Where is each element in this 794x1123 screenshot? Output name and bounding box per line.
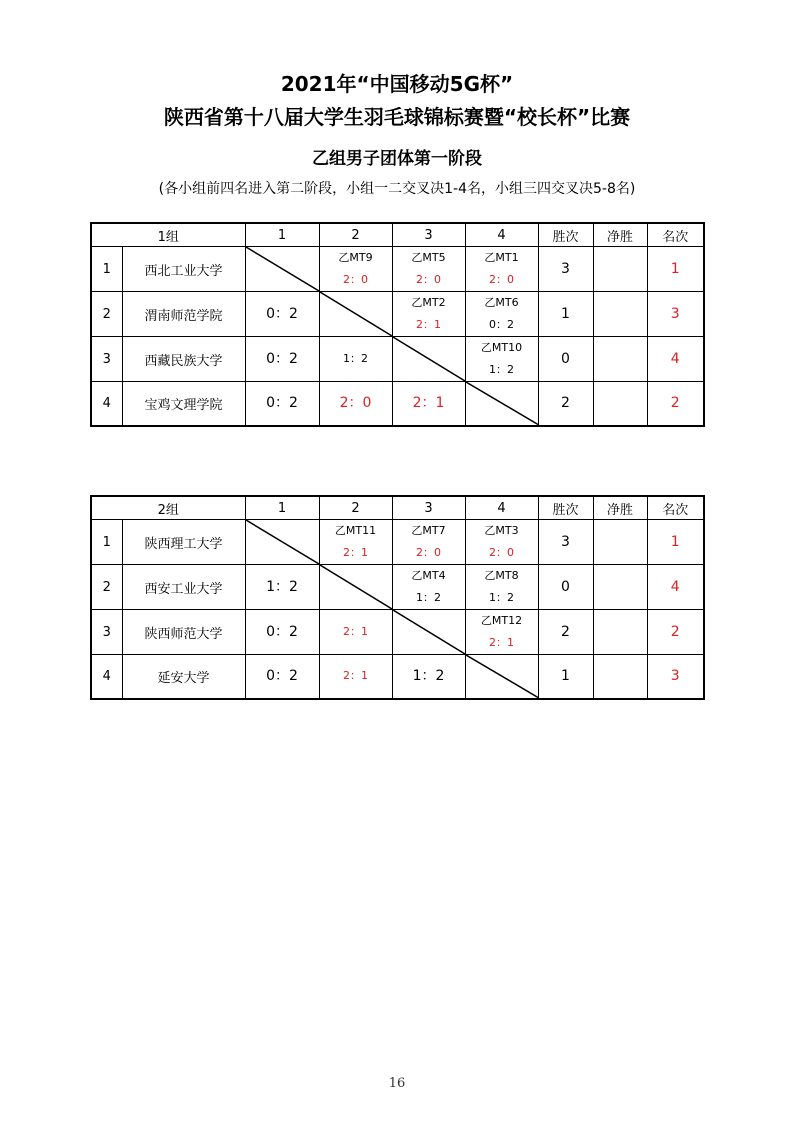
- match-score: 0：2: [266, 306, 298, 322]
- page-number: 16: [388, 1076, 406, 1091]
- column-header: 1: [245, 223, 319, 247]
- table-row: [91, 655, 704, 699]
- net-wins: [593, 520, 647, 565]
- subtitle-note: (各小组前四名进入第二阶段，小组一二交叉决1-4名，小组三四交叉决5-8名): [158, 181, 636, 197]
- row-number: 2: [91, 565, 122, 610]
- match-cell: [319, 337, 392, 382]
- match-score: 0：2: [489, 318, 514, 331]
- table-row: [91, 382, 704, 426]
- table-row: [91, 337, 704, 382]
- match-cell: [392, 565, 465, 610]
- match-score: 1：2: [416, 591, 441, 604]
- match-cell: [245, 382, 319, 426]
- match-cell: [245, 292, 319, 337]
- match-cell: [392, 520, 465, 565]
- rank: 1: [647, 520, 704, 565]
- match-cell: [245, 337, 319, 382]
- wins-count: 3: [538, 520, 593, 565]
- match-score: 2：0: [416, 546, 441, 559]
- row-number: 2: [91, 292, 122, 337]
- match-score: 0：2: [266, 624, 298, 640]
- self-match-cell: [392, 337, 465, 382]
- column-header: 净胜: [593, 496, 647, 520]
- header-row: [91, 223, 704, 247]
- match-cell: [392, 382, 465, 426]
- match-score: 2：1: [343, 669, 368, 683]
- match-cell: [319, 610, 392, 655]
- column-header: 名次: [647, 496, 704, 520]
- rank: 3: [647, 292, 704, 337]
- match-score: 2：1: [343, 625, 368, 638]
- match-cell: [392, 247, 465, 292]
- column-header: 2: [319, 496, 392, 520]
- match-cell: [392, 292, 465, 337]
- header-row: [91, 496, 704, 520]
- wins-count: 1: [538, 292, 593, 337]
- row-number: 1: [91, 520, 122, 565]
- column-header: 3: [392, 223, 465, 247]
- match-score: 1：2: [489, 591, 514, 604]
- wins-count: 3: [538, 247, 593, 292]
- match-cell: [319, 247, 392, 292]
- rank: 3: [647, 655, 704, 699]
- match-cell: [465, 520, 538, 565]
- table-row: [91, 610, 704, 655]
- wins-count: 2: [538, 382, 593, 426]
- column-header: 2: [319, 223, 392, 247]
- match-score: 2：0: [489, 546, 514, 559]
- rank: 1: [647, 247, 704, 292]
- group-table-2: [90, 495, 705, 700]
- match-score: 1：2: [489, 363, 514, 376]
- row-number: 4: [91, 382, 122, 426]
- group-name: 1组: [91, 223, 245, 247]
- match-code: 乙MT9: [338, 251, 373, 264]
- match-code: 乙MT12: [480, 614, 523, 627]
- column-header: 4: [465, 223, 538, 247]
- match-score: 1：2: [266, 579, 298, 595]
- wins-count: 0: [538, 337, 593, 382]
- column-header: 3: [392, 496, 465, 520]
- net-wins: [593, 382, 647, 426]
- team-name: 陕西师范大学: [122, 610, 245, 655]
- match-score: 1：2: [343, 352, 368, 365]
- net-wins: [593, 292, 647, 337]
- match-score: 0：2: [266, 351, 298, 367]
- team-name: 宝鸡文理学院: [122, 382, 245, 426]
- match-cell: [465, 565, 538, 610]
- column-header: 1: [245, 496, 319, 520]
- diagonal-line: [246, 520, 319, 564]
- match-score: 2：0: [416, 273, 441, 286]
- match-cell: [319, 655, 392, 699]
- column-header: 胜次: [538, 496, 593, 520]
- self-match-cell: [319, 565, 392, 610]
- match-cell: [465, 247, 538, 292]
- net-wins: [593, 565, 647, 610]
- match-code: 乙MT4: [411, 569, 446, 582]
- self-match-cell: [319, 292, 392, 337]
- match-cell: [465, 292, 538, 337]
- column-header: 名次: [647, 223, 704, 247]
- table-row: [91, 520, 704, 565]
- self-match-cell: [245, 247, 319, 292]
- rank: 2: [647, 382, 704, 426]
- match-code: 乙MT2: [411, 296, 446, 309]
- title-line-3: 乙组男子团体第一阶段: [312, 149, 482, 169]
- wins-count: 1: [538, 655, 593, 699]
- diagonal-line: [320, 292, 392, 336]
- team-name: 西北工业大学: [122, 247, 245, 292]
- rank: 4: [647, 337, 704, 382]
- team-name: 陕西理工大学: [122, 520, 245, 565]
- match-cell: [245, 565, 319, 610]
- rank: 2: [647, 610, 704, 655]
- self-match-cell: [465, 382, 538, 426]
- match-code: 乙MT8: [484, 569, 519, 582]
- table-row: [91, 292, 704, 337]
- match-code: 乙MT11: [334, 524, 377, 537]
- match-score: 0：2: [266, 395, 298, 412]
- diagonal-line: [393, 337, 465, 381]
- match-score: 2：0: [489, 273, 514, 286]
- row-number: 3: [91, 610, 122, 655]
- diagonal-line: [246, 247, 319, 291]
- column-header: 净胜: [593, 223, 647, 247]
- net-wins: [593, 247, 647, 292]
- match-cell: [392, 655, 465, 699]
- match-code: 乙MT3: [484, 524, 519, 537]
- match-score: 2：1: [416, 318, 441, 331]
- rank: 4: [647, 565, 704, 610]
- wins-count: 0: [538, 565, 593, 610]
- self-match-cell: [465, 655, 538, 699]
- match-score: 2：1: [343, 546, 368, 559]
- net-wins: [593, 337, 647, 382]
- match-code: 乙MT5: [411, 251, 446, 264]
- match-cell: [245, 610, 319, 655]
- match-score: 0：2: [266, 668, 298, 685]
- table-row: [91, 565, 704, 610]
- match-code: 乙MT6: [484, 296, 519, 309]
- row-number: 3: [91, 337, 122, 382]
- self-match-cell: [392, 610, 465, 655]
- diagonal-line: [393, 610, 465, 654]
- title-line-2: 陕西省第十八届大学生羽毛球锦标赛暨“校长杯”比赛: [163, 105, 631, 129]
- group-name: 2组: [91, 496, 245, 520]
- column-header: 胜次: [538, 223, 593, 247]
- diagonal-line: [466, 655, 538, 698]
- row-number: 4: [91, 655, 122, 699]
- net-wins: [593, 655, 647, 699]
- match-cell: [319, 520, 392, 565]
- diagonal-line: [466, 382, 538, 425]
- match-cell: [465, 610, 538, 655]
- match-score: 2：1: [489, 636, 514, 649]
- title-line-1: 2021年“中国移动5G杯”: [280, 72, 514, 96]
- diagonal-line: [320, 565, 392, 609]
- net-wins: [593, 610, 647, 655]
- match-cell: [465, 337, 538, 382]
- team-name: 西藏民族大学: [122, 337, 245, 382]
- match-score: 2：0: [339, 395, 372, 412]
- match-cell: [245, 655, 319, 699]
- match-score: 2：0: [343, 273, 368, 286]
- team-name: 延安大学: [122, 655, 245, 699]
- team-name: 渭南师范学院: [122, 292, 245, 337]
- match-score: 1：2: [412, 668, 445, 685]
- table-row: [91, 247, 704, 292]
- match-code: 乙MT1: [484, 251, 519, 264]
- row-number: 1: [91, 247, 122, 292]
- match-code: 乙MT10: [480, 341, 523, 354]
- self-match-cell: [245, 520, 319, 565]
- match-cell: [319, 382, 392, 426]
- match-code: 乙MT7: [411, 524, 446, 537]
- team-name: 西安工业大学: [122, 565, 245, 610]
- column-header: 4: [465, 496, 538, 520]
- group-table-1: [90, 222, 705, 427]
- wins-count: 2: [538, 610, 593, 655]
- match-score: 2：1: [412, 395, 445, 412]
